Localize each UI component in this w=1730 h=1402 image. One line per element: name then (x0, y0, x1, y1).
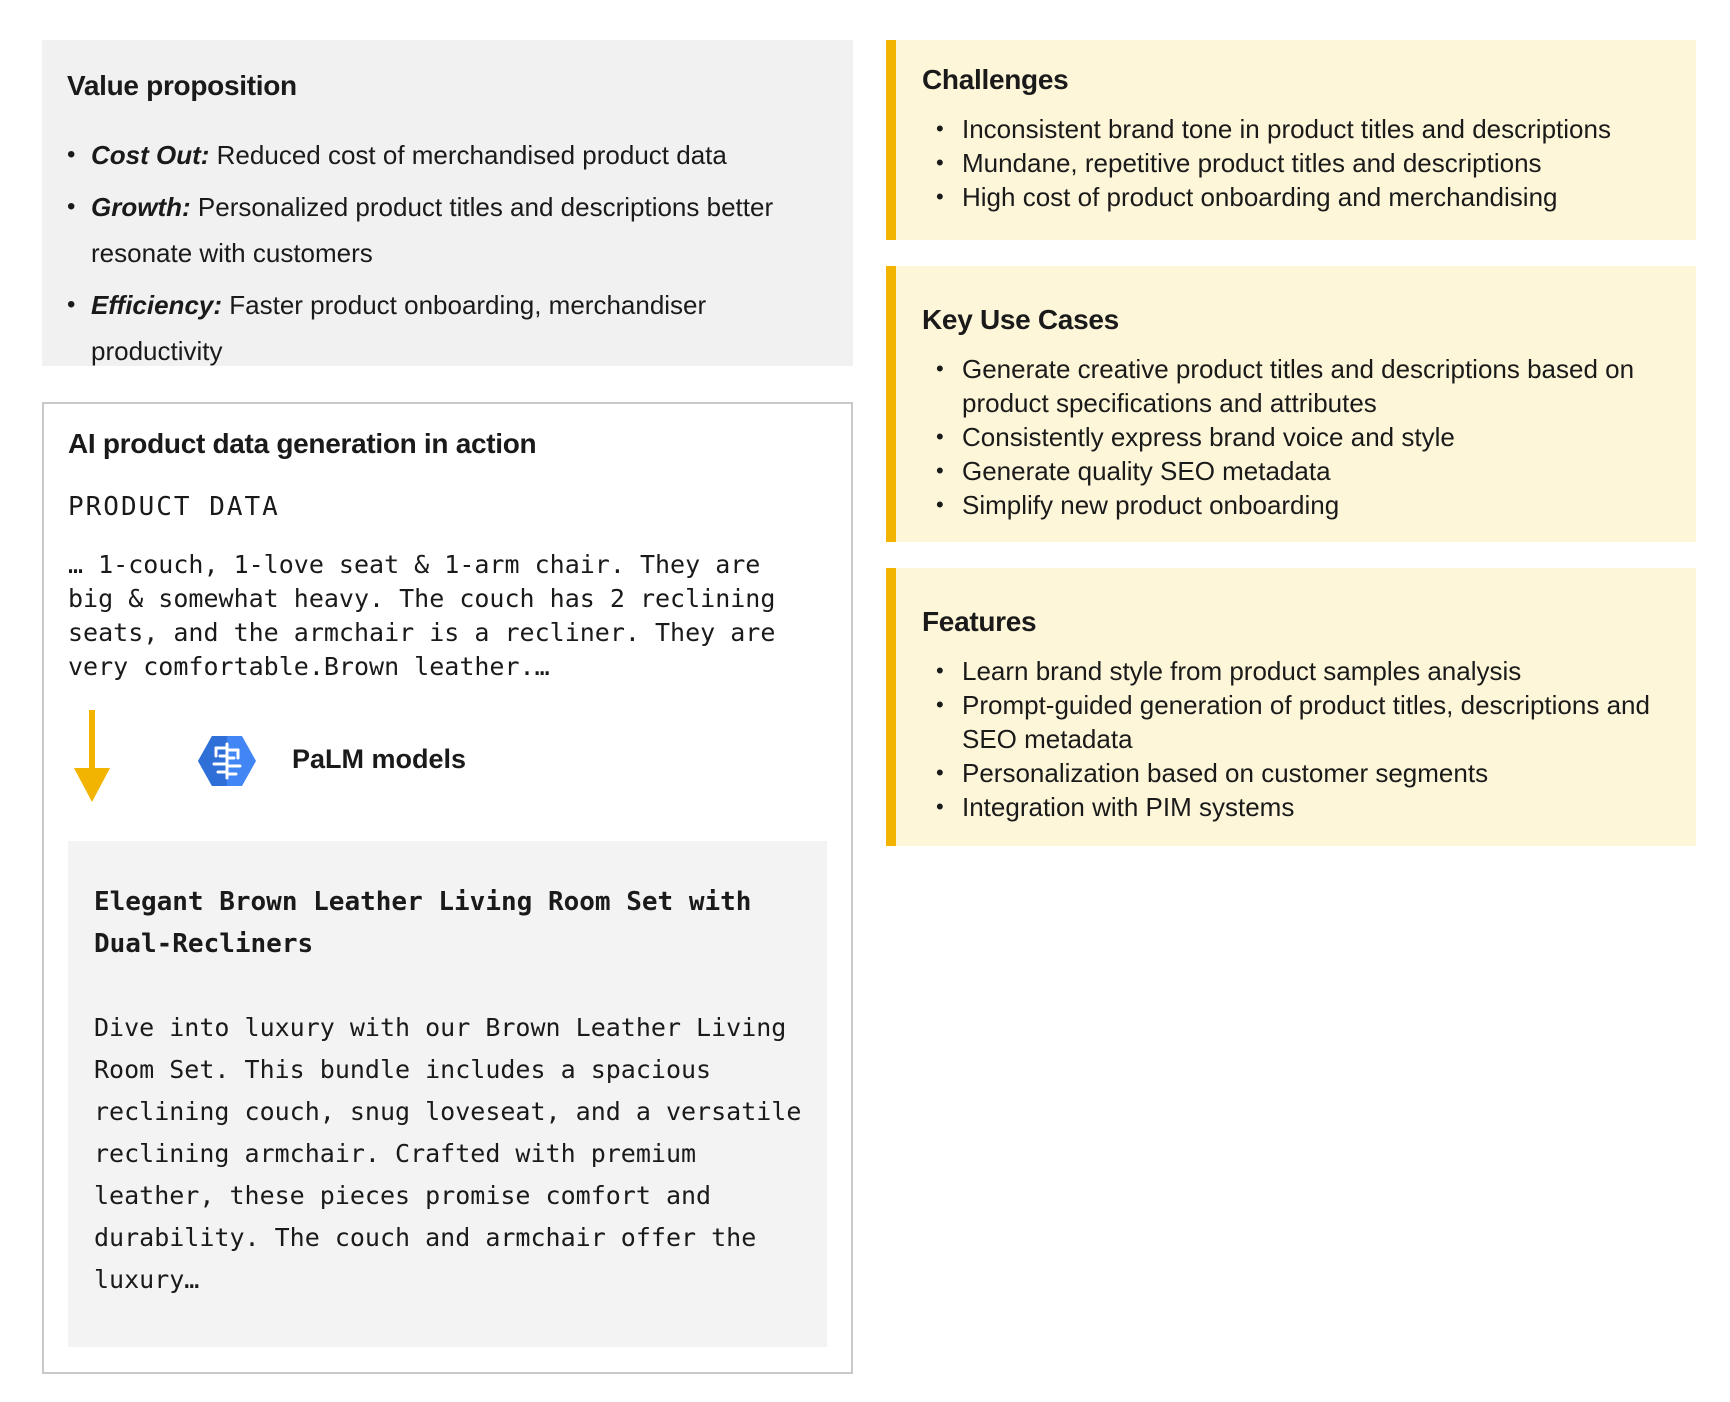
list-item: • Integration with PIM systems (922, 790, 1672, 824)
features-panel (886, 568, 1696, 846)
list-item: • Mundane, repetitive product titles and descriptions (922, 146, 1672, 180)
ai-in-action-panel (42, 402, 853, 1374)
list-item (67, 282, 829, 374)
list-item (67, 132, 829, 178)
value-proposition-list (67, 132, 829, 374)
value-proposition-title: Value proposition (67, 70, 297, 101)
features-title: Features (922, 606, 1037, 637)
product-data-label: PRODUCT DATA (68, 492, 280, 522)
item-label: Growth: (91, 192, 191, 222)
challenges-title: Challenges (922, 64, 1069, 95)
in-action-title: AI product data generation in action (68, 428, 537, 459)
arrow-down-icon (72, 710, 112, 806)
list-item: • Inconsistent brand tone in product titles and descriptions (922, 112, 1672, 146)
item-label: Efficiency: (91, 290, 223, 320)
product-data-text: … 1-couch, 1-love seat & 1-arm chair. They are big & somewhat heavy. The couch has 2 reclining seats, and the armchair is a recliner. They are very comfortable.Brown leather.… (68, 550, 776, 681)
challenges-panel (886, 40, 1696, 240)
list-item: • Learn brand style from product samples analysis (922, 654, 1672, 688)
brain-icon (196, 730, 258, 792)
generated-output-box (68, 841, 827, 1347)
features-list (922, 654, 1672, 824)
challenges-list (922, 112, 1672, 214)
list-item: • Generate creative product titles and descriptions based on product specifications and attributes (922, 352, 1672, 420)
item-label: Cost Out: (91, 140, 210, 170)
output-description: Dive into luxury with our Brown Leather Living Room Set. This bundle includes a spacious reclining couch, snug loveseat, and a versatile reclining armchair. Crafted with premium leather, these pieces promise comfort and durability. The couch and armchair offer the luxury… (94, 1013, 802, 1294)
list-item: • Prompt-guided generation of product titles, descriptions and SEO metadata (922, 688, 1672, 756)
use-cases-list (922, 352, 1672, 522)
model-flow (68, 710, 827, 830)
value-proposition-panel (42, 40, 853, 366)
palm-models-label: PaLM models (292, 744, 467, 774)
list-item (67, 184, 829, 276)
item-text: Reduced cost of merchandised product data (216, 140, 727, 170)
item-text: Personalized product titles and descriptions better resonate with customers (91, 192, 774, 268)
output-title: Elegant Brown Leather Living Room Set with Dual-Recliners (94, 887, 752, 959)
list-item: • High cost of product onboarding and merchandising (922, 180, 1672, 214)
use-cases-title: Key Use Cases (922, 304, 1119, 335)
item-text: Faster product onboarding, merchandiser productivity (91, 290, 707, 366)
list-item: • Simplify new product onboarding (922, 488, 1672, 522)
key-use-cases-panel (886, 266, 1696, 542)
list-item: • Generate quality SEO metadata (922, 454, 1672, 488)
list-item: • Personalization based on customer segments (922, 756, 1672, 790)
list-item: • Consistently express brand voice and style (922, 420, 1672, 454)
